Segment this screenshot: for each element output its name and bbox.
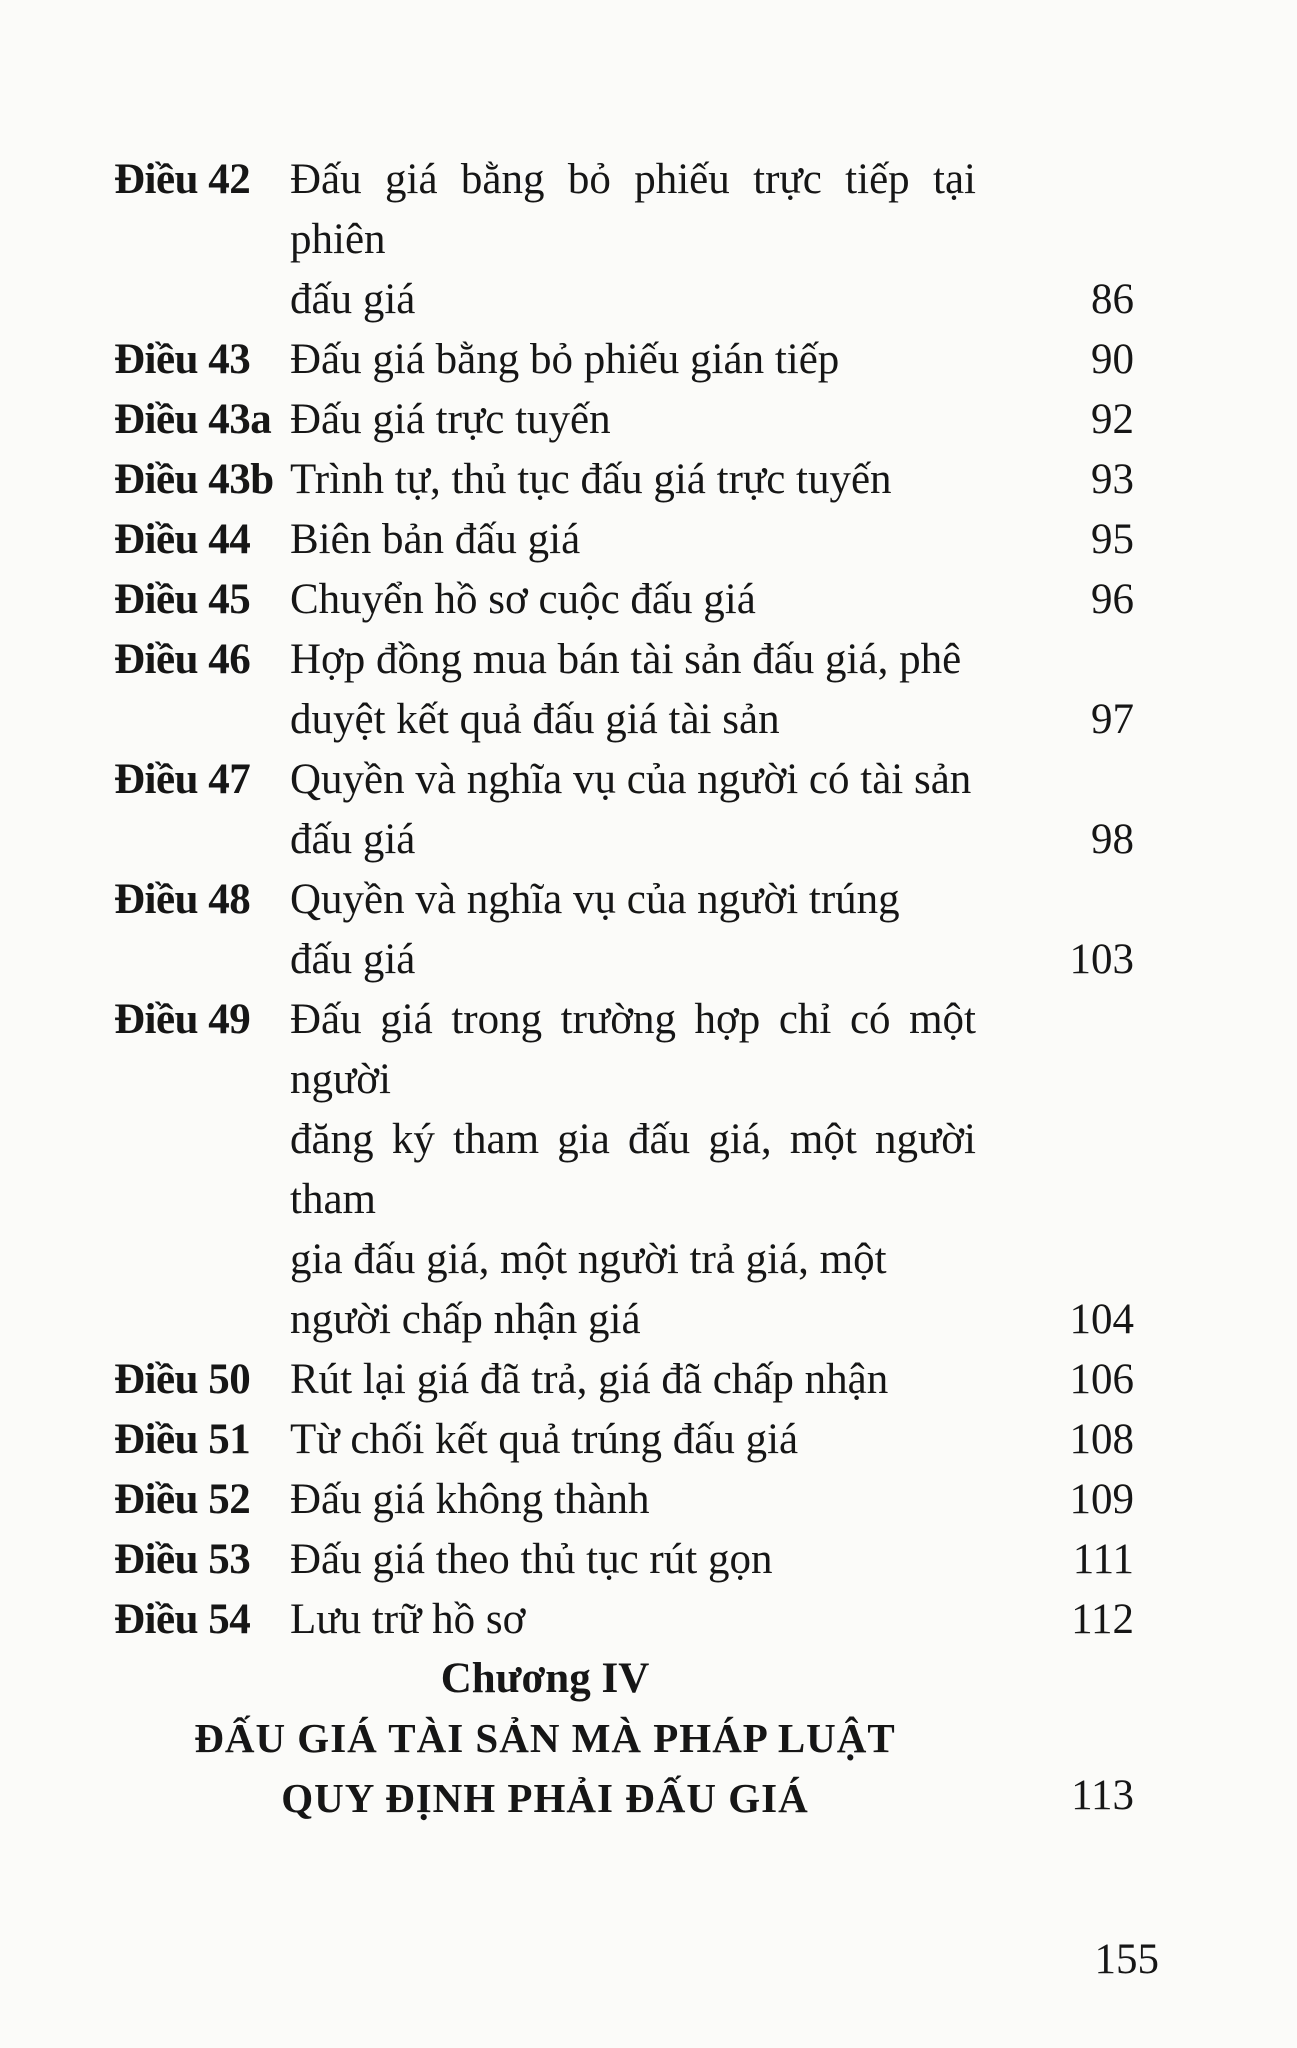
- toc-entry-label: Điều 44: [114, 516, 251, 563]
- toc-entry-label: Điều 53: [114, 1536, 251, 1583]
- toc-entry-page-number: 97: [1091, 696, 1134, 743]
- toc-entry-title: [290, 390, 976, 450]
- toc-entry-title-line: Lưu trữ hồ sơ: [290, 1596, 526, 1643]
- toc-entry-page-number: 90: [1091, 336, 1134, 383]
- chapter-page-number: 113: [1071, 1772, 1134, 1819]
- toc-entry-title-line: Đấu giá trực tuyến: [290, 396, 611, 443]
- toc-entry-title: [290, 570, 976, 630]
- toc-entry-title: [290, 450, 976, 510]
- chapter-title: Chương IV: [440, 1655, 650, 1702]
- toc-entry-title-line: Hợp đồng mua bán tài sản đấu giá, phê: [290, 636, 962, 683]
- toc-entry-page-number: 98: [1091, 816, 1134, 863]
- toc-entry-page-number: 93: [1091, 456, 1134, 503]
- toc-entry-page-number: 103: [1069, 936, 1134, 983]
- toc-entry-title: [290, 630, 976, 750]
- toc-entry-title-line: Từ chối kết quả trúng đấu giá: [290, 1416, 799, 1463]
- toc-entry-page-number: 108: [1069, 1416, 1134, 1463]
- toc-entry-title: [290, 750, 976, 870]
- toc-entry-page-number: 112: [1071, 1596, 1134, 1643]
- toc-entry-title-line: Biên bản đấu giá: [290, 516, 581, 563]
- toc-entry-title-line: Trình tự, thủ tục đấu giá trực tuyến: [290, 456, 892, 503]
- toc-entry-label: Điều 52: [114, 1476, 251, 1523]
- toc-entry-label: Điều 49: [114, 996, 251, 1043]
- toc-entry: [114, 1470, 1134, 1530]
- toc-entry-title: [290, 1410, 976, 1470]
- toc-entry-title: [290, 1530, 976, 1590]
- toc-entry: [114, 1530, 1134, 1590]
- toc-entry: [114, 150, 1134, 330]
- toc-entry-label: Điều 43: [114, 336, 251, 383]
- toc-entry-label: Điều 46: [114, 636, 251, 683]
- toc-entry-title-line: Chuyển hồ sơ cuộc đấu giá: [290, 576, 756, 623]
- toc-entry-label: Điều 47: [114, 756, 251, 803]
- toc-entry-title: [290, 990, 976, 1350]
- toc-entry-title-line: duyệt kết quả đấu giá tài sản: [290, 696, 780, 743]
- toc-entry-title: [290, 1470, 976, 1530]
- toc-entry-title-line: đấu giá: [290, 276, 416, 323]
- toc-entry-title-line: Rút lại giá đã trả, giá đã chấp nhận: [290, 1356, 889, 1403]
- toc-entry: [114, 750, 1134, 870]
- toc-entry-title: [290, 330, 976, 390]
- toc-entry: [114, 510, 1134, 570]
- toc-entry-title-line: Đấu giá không thành: [290, 1476, 650, 1523]
- toc-entry-page-number: 111: [1072, 1536, 1134, 1583]
- toc-entry-title-line: người chấp nhận giá: [290, 1296, 641, 1343]
- toc-entry-title: [290, 1350, 976, 1410]
- toc-entry-title-line: đấu giá: [290, 816, 416, 863]
- chapter-heading-line-2: QUY ĐỊNH PHẢI ĐẤU GIÁ: [281, 1775, 809, 1821]
- toc-entry-page-number: 95: [1091, 516, 1134, 563]
- toc-entry-title: [290, 1590, 976, 1650]
- toc-entry-title-line: Quyền và nghĩa vụ của người trúng: [290, 876, 900, 923]
- toc-entry-label: Điều 43a: [114, 396, 272, 443]
- toc-entry-title-line: Đấu giá trong trường hợp chỉ có một người: [290, 996, 976, 1103]
- toc-entry: [114, 1410, 1134, 1470]
- toc-entry: [114, 330, 1134, 390]
- toc-entry-label: Điều 51: [114, 1416, 251, 1463]
- toc-entry-label: Điều 54: [114, 1596, 251, 1643]
- toc-entry-title: [290, 510, 976, 570]
- toc-entry-title-line: Đấu giá theo thủ tục rút gọn: [290, 1536, 773, 1583]
- toc-entry-label: Điều 43b: [114, 456, 274, 503]
- toc-entry-label: Điều 42: [114, 156, 251, 203]
- toc-entry-title: [290, 150, 976, 330]
- toc-entry-title-line: đăng ký tham gia đấu giá, một người tham: [290, 1116, 976, 1223]
- toc-entry: [114, 870, 1134, 990]
- toc-entry: [114, 570, 1134, 630]
- chapter-block: [114, 1650, 1134, 1828]
- toc-entry-page-number: 92: [1091, 396, 1134, 443]
- toc-entry-page-number: 86: [1091, 276, 1134, 323]
- toc-entry-label: Điều 50: [114, 1356, 251, 1403]
- toc-entry-page-number: 96: [1091, 576, 1134, 623]
- toc-entry-title-line: Quyền và nghĩa vụ của người có tài sản: [290, 756, 972, 803]
- toc-entry-label: Điều 48: [114, 876, 251, 923]
- toc-entry: [114, 450, 1134, 510]
- toc-entry-title-line: Đấu giá bằng bỏ phiếu gián tiếp: [290, 336, 840, 383]
- table-of-contents: [114, 150, 1134, 1650]
- toc-entry-title: [290, 870, 976, 990]
- toc-entry-page-number: 104: [1069, 1296, 1134, 1343]
- toc-entry: [114, 1350, 1134, 1410]
- toc-entry-title-line: Đấu giá bằng bỏ phiếu trực tiếp tại phiên: [290, 156, 976, 263]
- chapter-heading-line-1: ĐẤU GIÁ TÀI SẢN MÀ PHÁP LUẬT: [194, 1715, 896, 1761]
- toc-entry-title-line: gia đấu giá, một người trả giá, một: [290, 1236, 887, 1283]
- toc-entry-page-number: 109: [1069, 1476, 1134, 1523]
- page-number: 155: [1094, 1936, 1159, 1983]
- toc-entry-title-line: đấu giá: [290, 936, 416, 983]
- toc-entry: [114, 990, 1134, 1350]
- toc-entry-page-number: 106: [1069, 1356, 1134, 1403]
- toc-entry-label: Điều 45: [114, 576, 251, 623]
- toc-entry: [114, 630, 1134, 750]
- toc-entry: [114, 390, 1134, 450]
- toc-entry: [114, 1590, 1134, 1650]
